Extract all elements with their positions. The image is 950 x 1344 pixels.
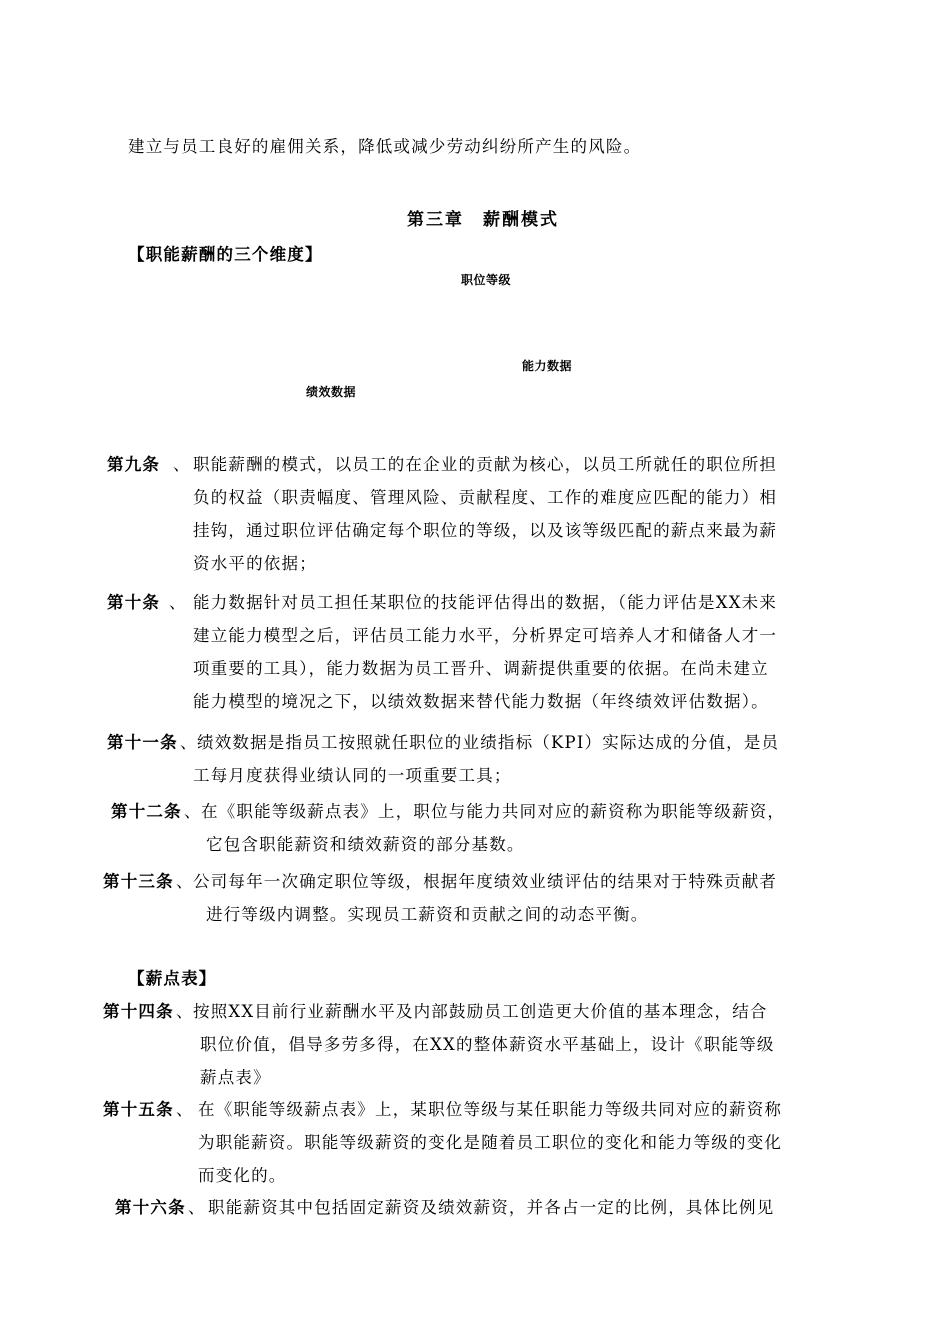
article-line: 它包含职能薪资和绩效薪资的部分基数。 — [206, 835, 525, 854]
article-15 — [103, 1093, 853, 1198]
article-9 — [107, 448, 847, 588]
article-11 — [107, 726, 847, 796]
diagram-label-position-level: 职位等级 — [461, 273, 512, 287]
section-heading-dimensions: 【职能薪酬的三个维度】 — [128, 245, 323, 264]
article-separator: 、 — [188, 1198, 206, 1217]
article-14 — [103, 995, 853, 1100]
article-separator: 、 — [169, 593, 187, 612]
article-16 — [115, 1191, 855, 1227]
article-label: 第十一条 — [107, 733, 178, 752]
article-line: 建立能力模型之后，评估员工能力水平，分析界定可培养人才和储备人才一 — [193, 626, 778, 645]
article-separator: 、 — [180, 733, 198, 752]
article-12 — [111, 795, 851, 865]
article-line: 在《职能等级薪点表》上，某职位等级与某任职能力等级共同对应的薪资称 — [198, 1100, 783, 1119]
section-heading-salary-point-table: 【薪点表】 — [128, 969, 217, 988]
article-label: 第十四条 — [103, 1002, 174, 1021]
chapter-title: 第三章 薪酬模式 — [407, 210, 559, 230]
article-label: 第九条 — [107, 455, 161, 474]
article-line: 职能薪资其中包括固定薪资及绩效薪资，并各占一定的比例，具体比例见 — [208, 1198, 775, 1217]
article-line: 能力数据针对员工担任某职位的技能评估得出的数据，（能力评估是XX未来 — [193, 593, 778, 612]
article-line: 工每月度获得业绩认同的一项重要工具； — [193, 766, 512, 785]
diagram-label-ability-data: 能力数据 — [522, 359, 573, 373]
article-separator: 、 — [173, 455, 191, 474]
article-line: 挂钩，通过职位评估确定每个职位的等级，以及该等级匹配的薪点来最为薪 — [193, 521, 778, 540]
article-10 — [107, 586, 847, 726]
article-line: 资水平的依据； — [193, 554, 317, 573]
article-line: 按照XX目前行业薪酬水平及内部鼓励员工创造更大价值的基本理念，结合 — [193, 1002, 768, 1021]
article-line: 薪点表》 — [200, 1068, 271, 1087]
article-line: 在《职能等级薪点表》上，职位与能力共同对应的薪资称为职能等级薪资， — [201, 802, 786, 821]
article-line: 公司每年一次确定职位等级，根据年度绩效业绩评估的结果对于特殊贡献者 — [193, 872, 778, 891]
article-line: 职位价值，倡导多劳多得，在XX的整体薪资水平基础上，设计《职能等级 — [200, 1035, 775, 1054]
diagram-label-performance-data: 绩效数据 — [306, 385, 357, 399]
article-separator: 、 — [176, 1100, 194, 1119]
article-line: 而变化的。 — [198, 1166, 287, 1185]
article-line: 项重要的工具），能力数据为员工晋升、调薪提供重要的依据。在尚未建立 — [193, 659, 769, 678]
intro-line: 建立与员工良好的雇佣关系，降低或减少劳动纠纷所产生的风险。 — [128, 137, 642, 156]
article-separator: 、 — [184, 802, 202, 821]
article-line: 为职能薪资。职能等级薪资的变化是随着员工职位的变化和能力等级的变化 — [198, 1133, 783, 1152]
article-label: 第十二条 — [111, 802, 182, 821]
article-label: 第十六条 — [115, 1198, 186, 1217]
article-separator: 、 — [176, 1002, 194, 1021]
article-13 — [103, 865, 853, 935]
article-line: 职能薪酬的模式，以员工的在企业的贡献为核心，以员工所就任的职位所担 — [193, 455, 778, 474]
article-label: 第十条 — [107, 593, 161, 612]
article-label: 第十三条 — [103, 872, 174, 891]
article-line: 绩效数据是指员工按照就任职位的业绩指标（KPI）实际达成的分值，是员 — [197, 733, 780, 752]
article-line: 进行等级内调整。实现员工薪资和贡献之间的动态平衡。 — [206, 905, 649, 924]
article-label: 第十五条 — [103, 1100, 174, 1119]
article-line: 负的权益（职责幅度、管理风险、贡献程度、工作的难度应匹配的能力）相 — [193, 488, 778, 507]
article-separator: 、 — [176, 872, 194, 891]
article-line: 能力模型的境况之下，以绩效数据来替代能力数据（年终绩效评估数据）。 — [193, 692, 769, 711]
